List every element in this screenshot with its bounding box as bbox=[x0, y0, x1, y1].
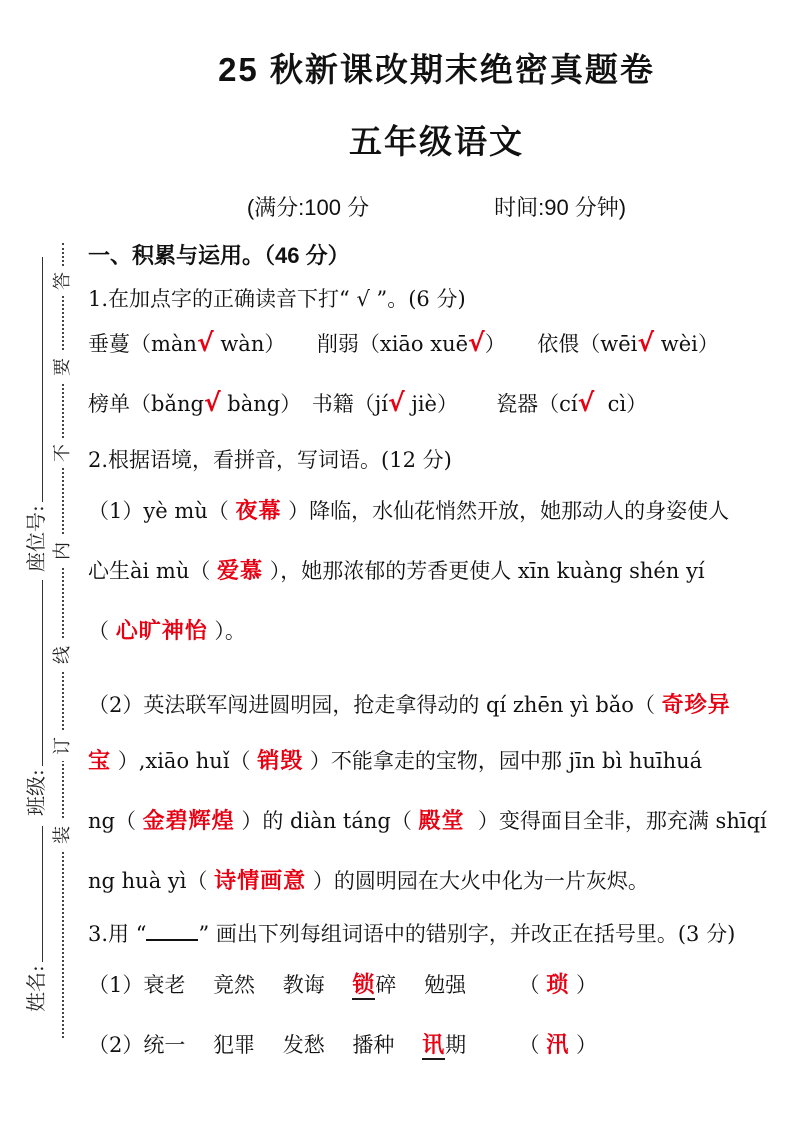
name-label: 姓名: bbox=[24, 965, 48, 1012]
binding-char: 内 bbox=[50, 536, 76, 566]
q3-row-1: （1）衰老 竟然 教诲 锁碎 勉强 （ 琐 ） bbox=[88, 969, 789, 1001]
question-1-prompt: 1.在加点字的正确读音下打“ √ ”。(6 分) bbox=[88, 287, 466, 311]
class-field bbox=[20, 580, 46, 816]
name-field bbox=[20, 826, 46, 1012]
time-limit-label: 时间:90 分钟) bbox=[494, 195, 627, 220]
binding-char: 订 bbox=[50, 731, 76, 761]
q2-part2-line-1: （2）英法联军闯进圆明园，抢走拿得动的 qí zhēn yì bǎo（ 奇珍异 bbox=[88, 692, 731, 717]
binding-char: 不 bbox=[50, 438, 76, 468]
q1-answers-row-1: 垂蔓（màn√ wàn） 削弱（xiāo xuē√） 依偎（wēi√ wèi） bbox=[88, 328, 719, 357]
section-1-heading: 一、积累与运用。（46 分） bbox=[88, 243, 350, 268]
q2-part2-line-4: ng huà yì（ 诗情画意 ）的圆明园在大火中化为一片灰烬。 bbox=[88, 868, 649, 893]
q3-row-2: （2）统一 犯罪 发愁 播种 讯期 （ 汛 ） bbox=[88, 1029, 789, 1061]
q2-part1-line-3: （ 心旷神怡 ）。 bbox=[88, 618, 246, 643]
q2-part1-line-2: 心生ài mù（ 爱慕 ），她那浓郁的芳香更使人 xīn kuàng shén yí bbox=[88, 558, 705, 583]
class-label: 班级: bbox=[24, 769, 48, 816]
name-blank bbox=[24, 826, 43, 962]
seat-number-blank bbox=[24, 257, 43, 502]
paper-title: 25 秋新课改期末绝密真题卷 bbox=[218, 51, 655, 88]
full-score-label: (满分:100 分 bbox=[246, 195, 370, 220]
q2-part2-line-2: 宝 ）,xiāo huǐ（ 销毁 ）不能拿走的宝物，园中那 jīn bì huīhuá bbox=[88, 748, 703, 773]
seat-number-label: 座位号: bbox=[24, 505, 48, 572]
q2-part2-line-3: ng（ 金碧辉煌 ）的 diàn táng（ 殿堂 ）变得面目全非，那充满 shīqí bbox=[88, 808, 767, 833]
class-blank bbox=[24, 580, 43, 766]
q2-part1-line-1: （1）yè mù（ 夜幕 ）降临，水仙花悄然开放，她那动人的身姿使人 bbox=[88, 498, 730, 523]
binding-char: 要 bbox=[50, 352, 76, 382]
score-time-line bbox=[88, 191, 785, 222]
binding-char: 答 bbox=[50, 266, 76, 296]
binding-char: 线 bbox=[50, 640, 76, 670]
question-3-prompt: 3.用 “ ” 画出下列每组词语中的错别字，并改正在括号里。(3 分) bbox=[88, 922, 736, 946]
q1-answers-row-2: 榜单（bǎng√ bàng） 书籍（jí√ jiè） 瓷器（cí√ cì） bbox=[88, 388, 648, 417]
seat-number-field bbox=[20, 257, 46, 572]
paper-subtitle: 五年级语文 bbox=[349, 123, 524, 160]
binding-char: 装 bbox=[50, 820, 76, 850]
question-2-prompt: 2.根据语境，看拼音，写词语。(12 分) bbox=[88, 448, 452, 472]
